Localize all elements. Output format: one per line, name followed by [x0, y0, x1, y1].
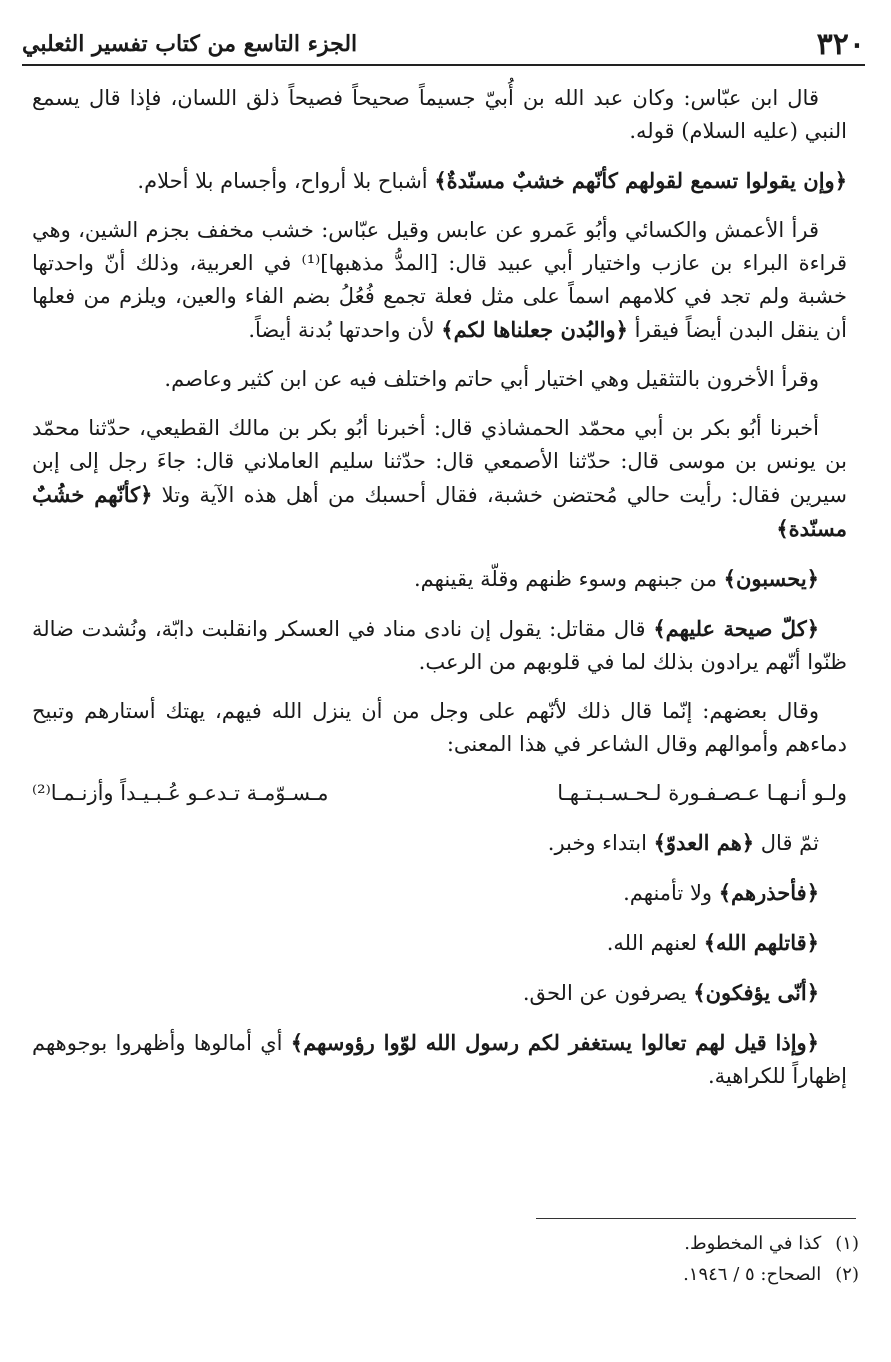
paragraph-text: أخبرنا أبُو بكر بن أبي محمّد الحمشاذي قال: أخبرنا أبُو بكر بن مالك القطيعي، حدّثنا محمّد بن يونس بن موسى قال: حدّثنا الأصمعي قال: حدّثنا سليم العاملاني قال: جاءَ رجل إلى إبن سيرين فقال: رأيت حالي مُحتضن خشبة، فقال أحسبك من أهل هذه الآية وتلا	[32, 416, 847, 507]
quran-quote: ﴿كأنّهم خشُبٌ مسنّدة﴾	[32, 482, 847, 541]
paragraph-text: ثمّ قال	[760, 831, 819, 855]
footnote-rule	[536, 1218, 856, 1219]
paragraph	[32, 1026, 847, 1093]
running-title: الجزء التاسع من كتاب تفسير الثعلبي	[22, 31, 358, 57]
paragraph	[32, 695, 847, 761]
quran-quote: ﴿هم العدوّ﴾	[653, 830, 755, 855]
paragraph-text: قرأ الأعمش والكسائي وأبُو عَمرو عن عابس وقيل عبّاس: خشب مخفف بجزم الشين، وهي قراءة البراء بن عازب واختيار أبي عبيد قال: [المدُّ مذهبها]⁽¹⁾ في العربية، وذلك أنّ واحدتها خشبة ولم تجد في كلامهم اسماً على مثل فعلة تجمع فُعُلُ بضم الفاء والعين، ويلزم من فعلها أن ينقل البدن أيضاً فيقرأ	[32, 218, 847, 342]
quran-quote: ﴿يحسبون﴾	[723, 566, 819, 591]
paragraph-text: قال مقاتل: يقول إن نادى مناد في العسكر وانقلبت دابّة، ونُشدت ضالة ظنّوا أنّهم يرادون بذلك لما في قلوبهم من الرعب.	[32, 617, 847, 674]
paragraph-text: وقال بعضهم: إنّما قال ذلك لأنّهم على وجل من أن ينزل الله فيهم، يهتك أستارهم وتبيح دماءهم وأموالهم وقال الشاعر في هذا المعنى:	[32, 699, 847, 756]
quran-quote: ﴿أنّى يؤفكون﴾	[693, 980, 819, 1005]
paragraph-text: وقرأ الأخرون بالتثقيل وهي اختيار أبي حاتم واختلف فيه عن ابن كثير وعاصم.	[164, 367, 819, 391]
footnote-text: كذا في المخطوط.	[684, 1233, 822, 1254]
paragraph-text: أشباح بلا أرواح، وأجسام بلا أحلام.	[137, 169, 428, 193]
body-text	[32, 82, 847, 1109]
page-header	[22, 22, 865, 66]
paragraph	[32, 612, 847, 679]
paragraph	[32, 562, 847, 596]
paragraph	[32, 214, 847, 347]
paragraph-text: لعنهم الله.	[606, 931, 698, 955]
paragraph-text: ابتداء وخبر.	[547, 831, 647, 855]
footnote-number: (٢)	[835, 1264, 859, 1285]
footnote	[400, 1259, 859, 1290]
footnotes	[400, 1228, 859, 1290]
paragraph	[32, 412, 847, 546]
paragraph	[32, 164, 847, 198]
quran-quote: ﴿وإذا قيل لهم تعالوا يستغفر لكم رسول الله لوّوا رؤوسهم﴾	[290, 1030, 819, 1055]
footnote	[400, 1228, 859, 1259]
quran-quote: ﴿كلّ صيحة عليهم﴾	[653, 616, 819, 641]
poetry-first-hemistich: ولـو أنـهـا عـصـفـورة لـحـسـبـتـهـا	[557, 781, 847, 805]
paragraph	[32, 976, 847, 1010]
poetry-second-hemistich: مـسـوّمـة تـدعـو عُـبـيـداً وأزنـمـا⁽²⁾	[32, 781, 329, 805]
paragraph	[32, 926, 847, 960]
quran-quote: ﴿فأحذرهم﴾	[718, 880, 819, 905]
paragraph	[32, 363, 847, 396]
header-rule	[22, 64, 865, 66]
paragraph-text: قال ابن عبّاس: وكان عبد الله بن أُبيّ جسيماً صحيحاً فصيحاً ذلق اللسان، فإذا قال يسمع النبي (عليه السلام) قوله.	[32, 86, 847, 143]
footnote-text: الصحاح: ٥ / ١٩٤٦.	[683, 1264, 822, 1285]
paragraph-text: يصرفون عن الحق.	[522, 981, 687, 1005]
paragraph-text: من جبنهم وسوء ظنهم وقلّة يقينهم.	[414, 567, 717, 591]
paragraph-text: أي أمالوها وأظهروا بوجوههم إظهاراً للكراهية.	[32, 1031, 847, 1088]
paragraph	[32, 82, 847, 148]
footnote-number: (١)	[835, 1233, 859, 1254]
paragraph	[32, 876, 847, 910]
quran-quote: ﴿وإن يقولوا تسمع لقولهم كأنّهم خشبٌ مسنّدةٌ﴾	[434, 168, 847, 193]
paragraph	[32, 826, 847, 860]
quran-quote: ﴿والبُدن جعلناها لكم﴾	[441, 317, 628, 342]
page-number: ٣٢٠	[816, 26, 865, 62]
poetry-line	[32, 777, 847, 810]
quran-quote: ﴿قاتلهم الله﴾	[703, 930, 819, 955]
paragraph-text: لأن واحدتها بُدنة أيضاً.	[248, 318, 435, 342]
paragraph-text: ولا تأمنهم.	[623, 881, 713, 905]
